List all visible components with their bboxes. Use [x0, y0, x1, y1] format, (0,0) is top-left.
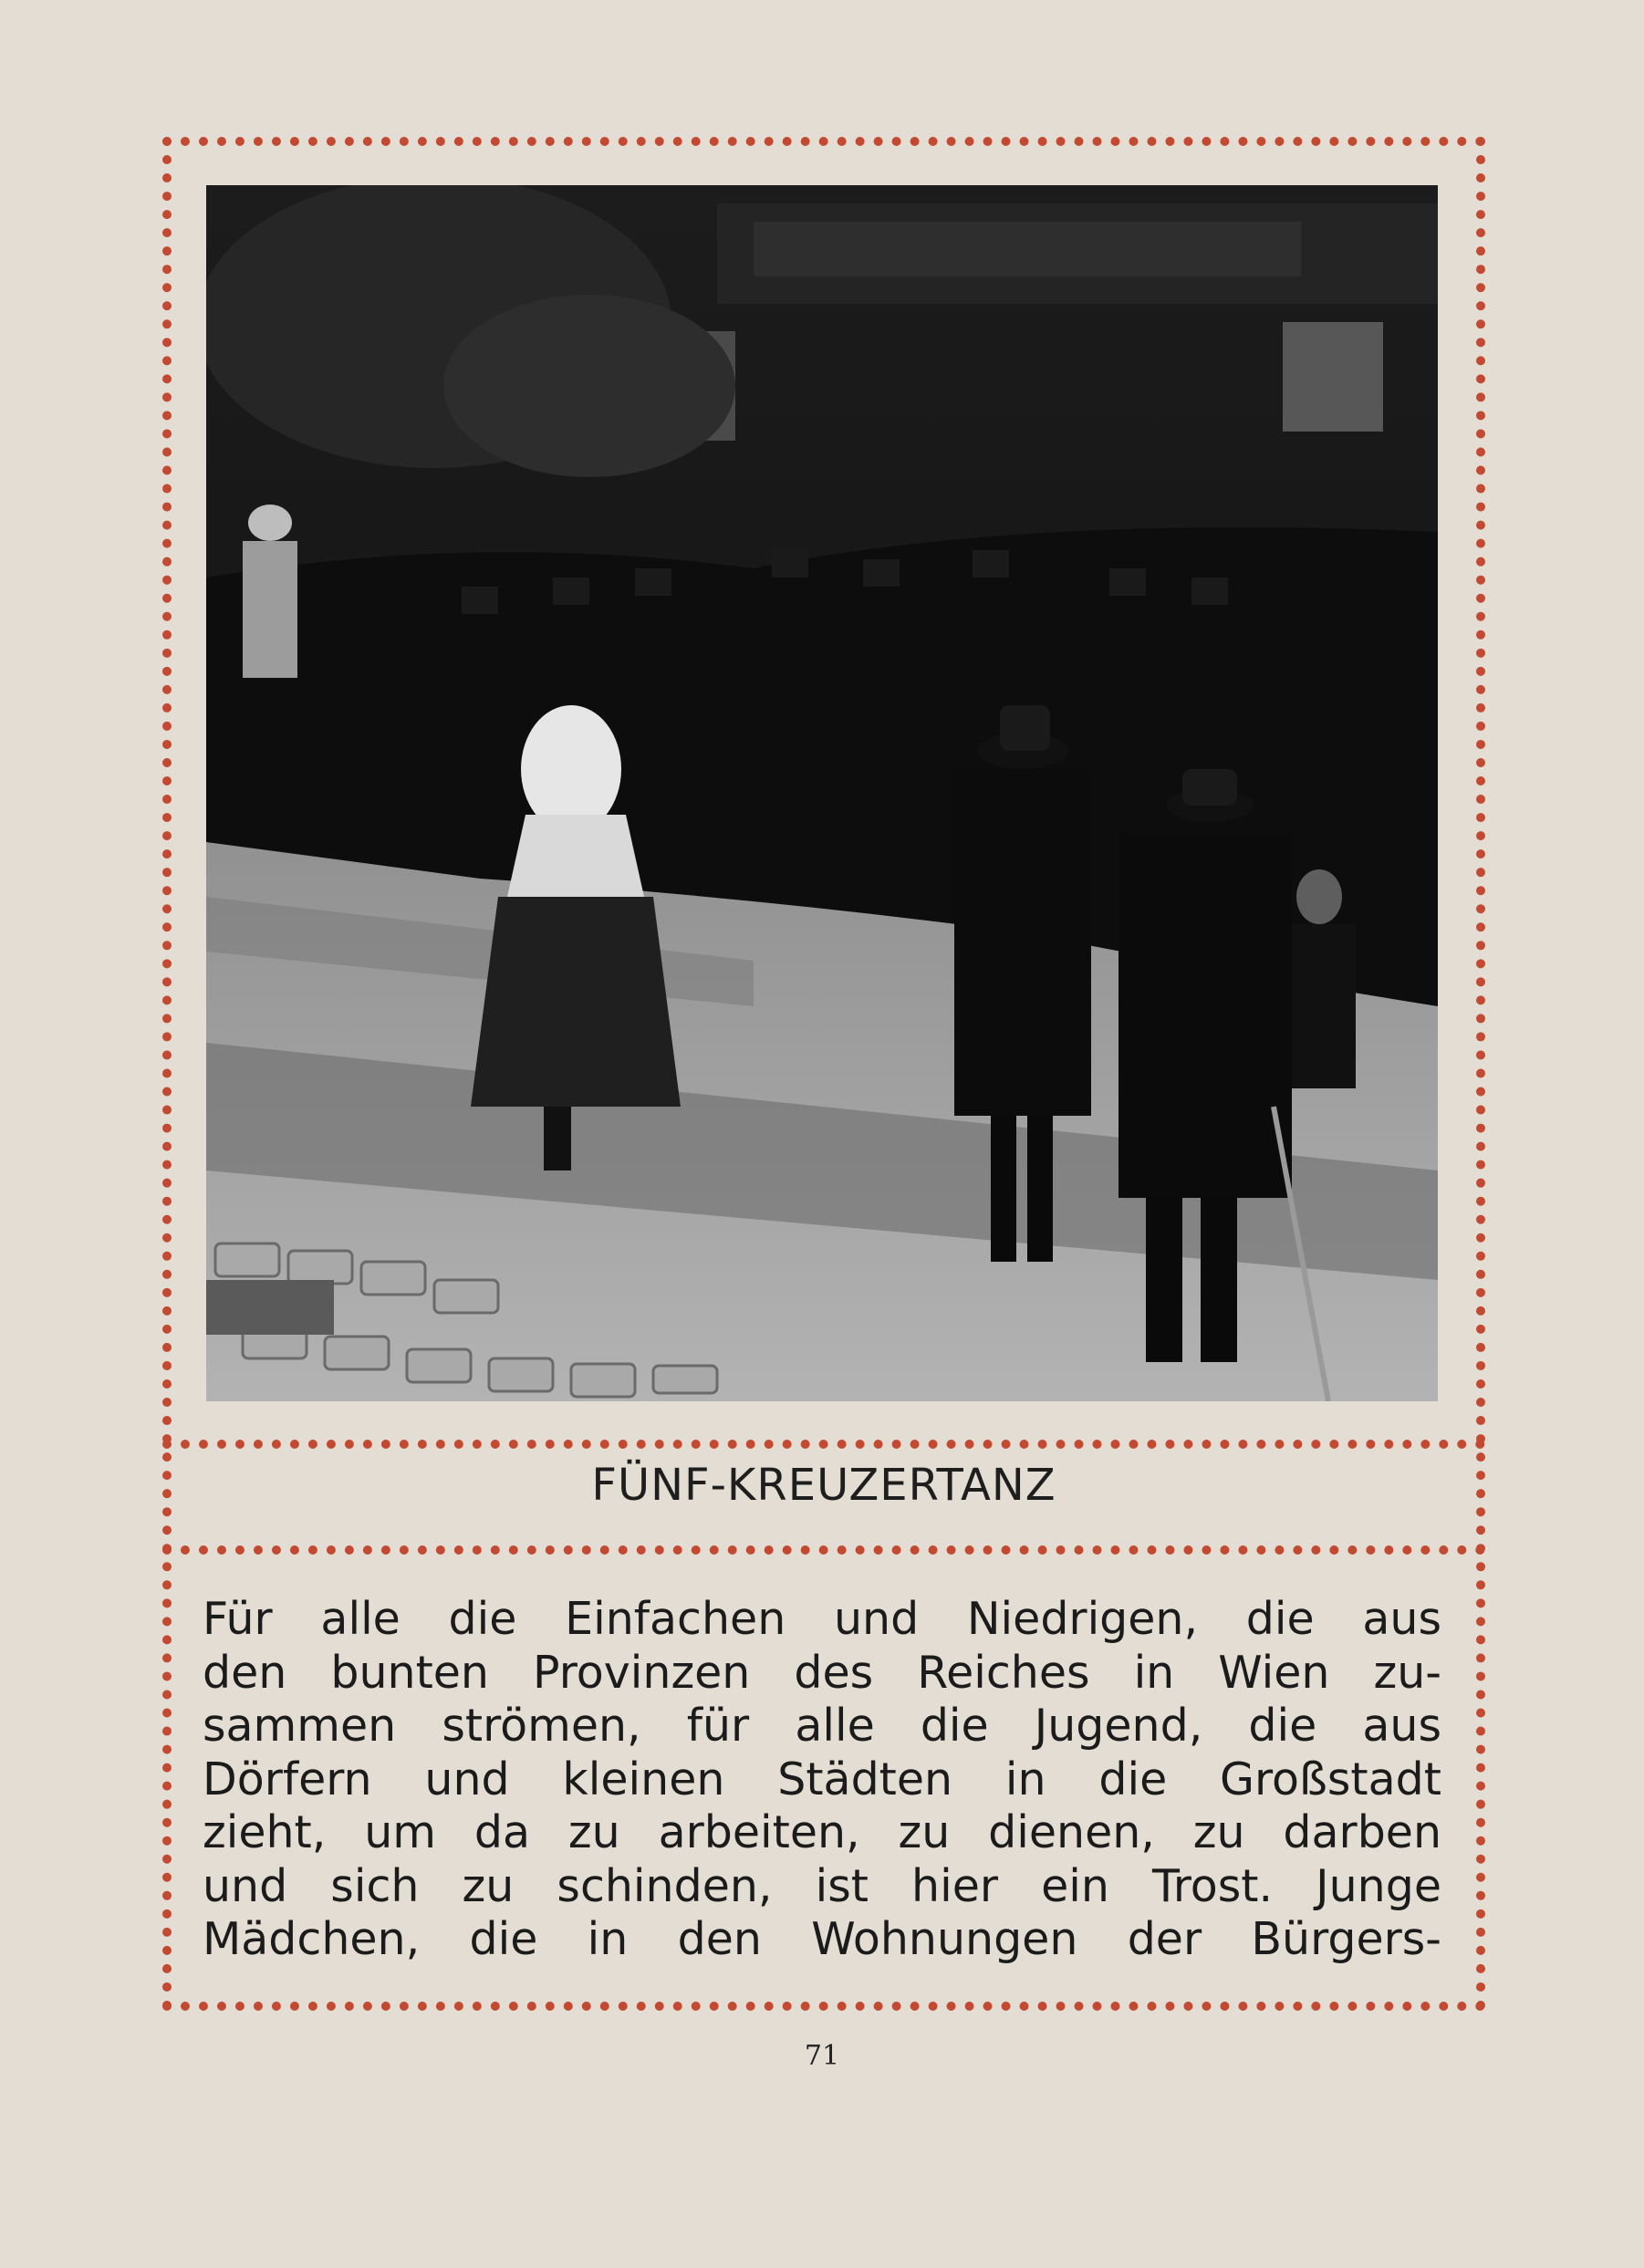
caption-bottom-divider — [162, 1545, 1485, 1555]
body-line: Mädchen, die in den Wohnungen der Bürgers- — [203, 1913, 1441, 1965]
body-line: Dörfern und kleinen Städten in die Großstadt — [203, 1753, 1441, 1805]
body-line: Für alle die Einfachen und Niedrigen, die aus — [203, 1593, 1441, 1645]
body-paragraph — [203, 1593, 1441, 1967]
body-line: sammen strömen, für alle die Jugend, die aus — [203, 1700, 1441, 1752]
photograph-drawing — [206, 185, 1438, 1401]
body-line: zieht, um da zu arbeiten, zu dienen, zu darben — [203, 1806, 1441, 1858]
body-line: und sich zu schinden, ist hier ein Trost. Junge — [203, 1859, 1441, 1912]
page-number: 71 — [804, 2040, 840, 2072]
photograph — [206, 185, 1438, 1401]
caption-top-divider — [162, 1440, 1485, 1449]
body-line: den bunten Provinzen des Reiches in Wien zu- — [203, 1646, 1441, 1699]
caption-title: FÜNF-KREUZERTANZ — [591, 1460, 1056, 1511]
